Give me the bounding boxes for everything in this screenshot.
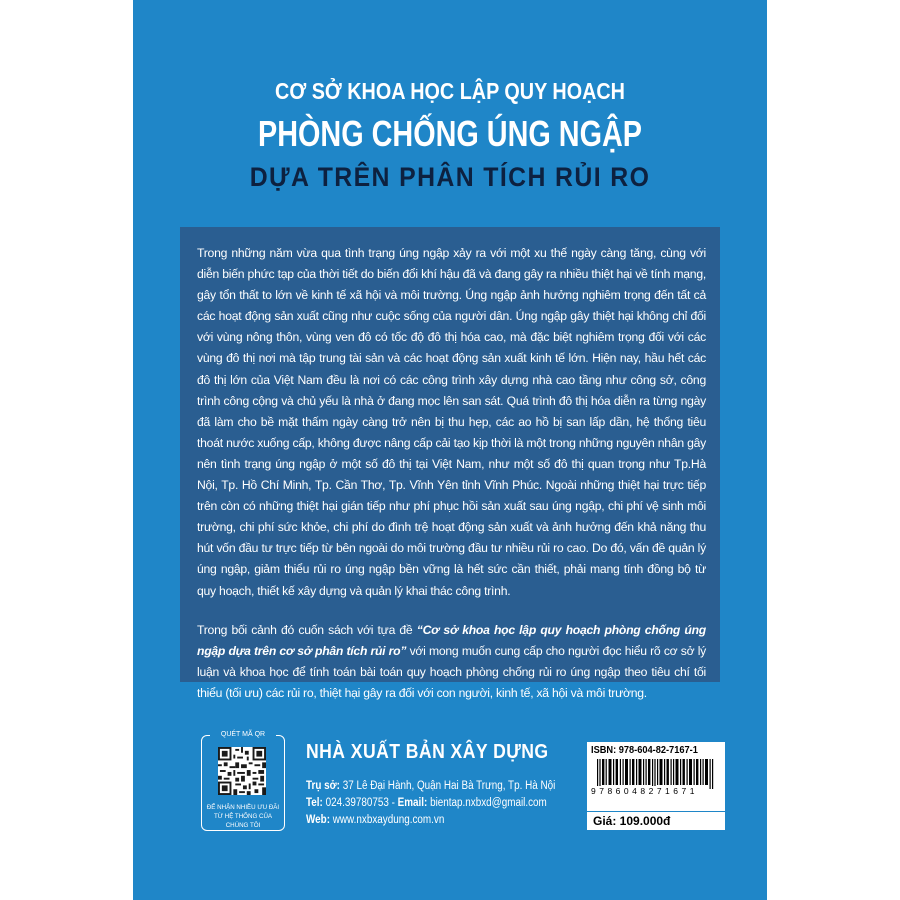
qr-top-label: QUÉT MÃ QR [210, 729, 276, 741]
tel-value: 024.39780753 - [322, 797, 398, 809]
address-label: Trụ sở: [306, 780, 340, 792]
email-label: Email: [397, 797, 428, 809]
publisher-info [306, 741, 596, 829]
title-line-2: PHÒNG CHỐNG ÚNG NGẬP [257, 113, 643, 154]
book-title-quote: “Cơ sở khoa học lập quy hoạch phòng chống úng ngập dựa trên cơ sở phân tích rủi ro” [197, 622, 707, 658]
email-value[interactable]: bientap.nxbxd@gmail.com [427, 797, 547, 809]
web-value[interactable]: www.nxbxaydung.com.vn [329, 814, 445, 826]
web-label: Web: [306, 814, 330, 826]
address-value: 37 Lê Đại Hành, Quận Hai Bà Trưng, Tp. Hà Nội [339, 780, 556, 792]
back-cover [133, 0, 767, 900]
subtitle: DỰA TRÊN PHÂN TÍCH RỦI RO [249, 162, 651, 192]
paragraph-2-prefix: Trong bối cảnh đó cuốn sách với tựa đề [197, 622, 417, 637]
description-paragraph-1: Trong những năm vừa qua tình trạng úng ngập xảy ra với một xu thế ngày càng tăng, cùng với diễn biến phức tạp của thời tiết do biến đổi khí hậu đã và đang gây ra nhiều thiệt hại về tính mạng, gây tổn thất to lớn về kinh tế xã hội và môi trường. Úng ngập ảnh hưởng nghiêm trọng đến tất cả các hoạt động sản xuất cũng như cuộc sống của người dân. Úng ngập gây thiệt hại không chỉ đối với vùng nông thôn, vùng ven đô có tốc độ đô thị hóa cao, mà đặc biệt nghiêm trọng đối với các vùng đô thị nơi mà tập trung tài sản và các hoạt động sản xuất kinh tế lớn. Hiện nay, hầu hết các đô thị lớn của Việt Nam đều là nơi có các công trình xây dựng nhà cao tầng như công sở, công trình công cộng và chủ yếu là nhà ở đang mọc lên san sát. Quá trình đô thị hóa diễn ra từng ngày đã làm cho bề mặt thấm ngày càng trở nên bị thu hẹp, các ao hồ bị san lấp dần, hệ thống tiêu thoát nước xuống cấp, không được nâng cấp cải tạo kịp thời là một trong những nguyên nhân gây nên tình trạng úng ngập ở một số đô thị tại Việt Nam, như một số đô thị quan trọng như Tp.Hà Nội, Tp. Hồ Chí Minh, Tp. Cần Thơ, Tp. Vĩnh Yên tỉnh Vĩnh Phúc. Ngoài những thiệt hại trực tiếp trên còn có những thiệt hại gián tiếp như phí phục hồi sản xuất sau úng ngập, chi phí vệ sinh môi trường, chi phí sức khỏe, chi phí do đình trệ hoạt động sản xuất và ảnh hưởng đến khả năng thu hút vốn đầu tư trực tiếp từ bên ngoài do môi trường đầu tư nhiều rủi ro cao. Do đó, vấn đề quản lý úng ngập, giảm thiểu rủi ro úng ngập bền vững là hết sức cần thiết, phải mang tính đồng bộ từ quy hoạch, thiết kế xây dựng và quản lý khai thác công trình. [197, 246, 706, 598]
publisher-address [306, 778, 555, 795]
isbn-label: ISBN: 978-604-82-7167-1 [591, 744, 698, 756]
qr-code-icon[interactable] [218, 747, 266, 795]
barcode-number: 9786048271671 [591, 786, 698, 796]
isbn-block [587, 742, 725, 811]
qr-bottom-label: ĐỂ NHẬN NHIỀU ƯU ĐÃI TỪ HỆ THỐNG CỦA CHÚNG TÔI [206, 804, 280, 829]
title-line-1: CƠ SỞ KHOA HỌC LẬP QUY HOẠCH [275, 78, 625, 104]
price-label: Giá: 109.000đ [587, 812, 725, 830]
description-box [180, 227, 720, 700]
publisher-contact [306, 795, 555, 812]
paragraph-2-suffix: với mong muốn cung cấp cho người đọc hiểu rõ cơ sở lý luận và khoa học để tính toán bài toán quy hoạch phòng chống rủi ro úng ngập theo tiêu chí tối thiểu (tối ưu) các rủi ro, thiệt hại gây ra đối với con người, kinh tế, xã hội và môi trường. [197, 643, 707, 700]
tel-label: Tel: [306, 797, 323, 809]
qr-frame [201, 731, 285, 831]
publisher-web [306, 812, 555, 829]
description-paragraph-2 [197, 620, 706, 704]
publisher-name: NHÀ XUẤT BẢN XÂY DỰNG [306, 741, 549, 763]
